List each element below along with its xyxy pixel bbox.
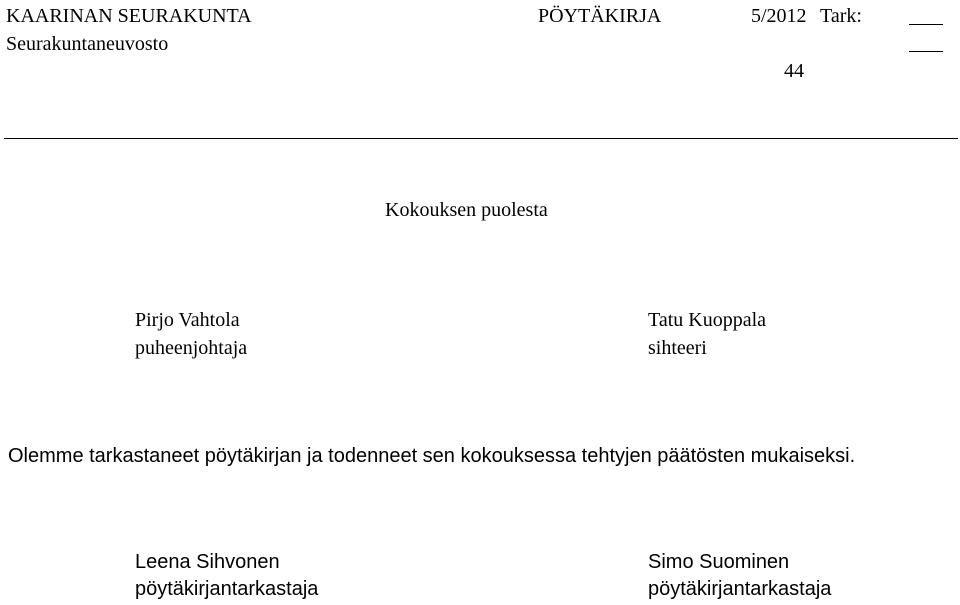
check-label: Tark: — [820, 5, 862, 27]
secretary-role: sihteeri — [648, 337, 707, 359]
on-behalf-heading: Kokouksen puolesta — [385, 199, 548, 221]
document-type: PÖYTÄKIRJA — [538, 5, 662, 27]
header-divider — [4, 138, 958, 139]
organization-name: KAARINAN SEURAKUNTA — [6, 5, 252, 27]
reviewer-2-role: pöytäkirjantarkastaja — [648, 578, 832, 600]
reviewer-1-role: pöytäkirjantarkastaja — [135, 578, 319, 600]
page-number: 44 — [784, 60, 804, 82]
governing-body-name: Seurakuntaneuvosto — [6, 33, 169, 55]
reviewer-2-name: Simo Suominen — [648, 551, 790, 573]
check-blank-line-2 — [909, 51, 943, 52]
chair-role: puheenjohtaja — [135, 337, 248, 359]
review-statement: Olemme tarkastaneet pöytäkirjan ja todenneet sen kokouksessa tehtyjen päätösten mukaiseksi. — [8, 445, 856, 467]
check-blank-line — [909, 24, 943, 25]
reviewer-1-name: Leena Sihvonen — [135, 551, 280, 573]
chair-name: Pirjo Vahtola — [135, 309, 240, 331]
document-number: 5/2012 — [751, 5, 807, 27]
secretary-name: Tatu Kuoppala — [648, 309, 767, 331]
